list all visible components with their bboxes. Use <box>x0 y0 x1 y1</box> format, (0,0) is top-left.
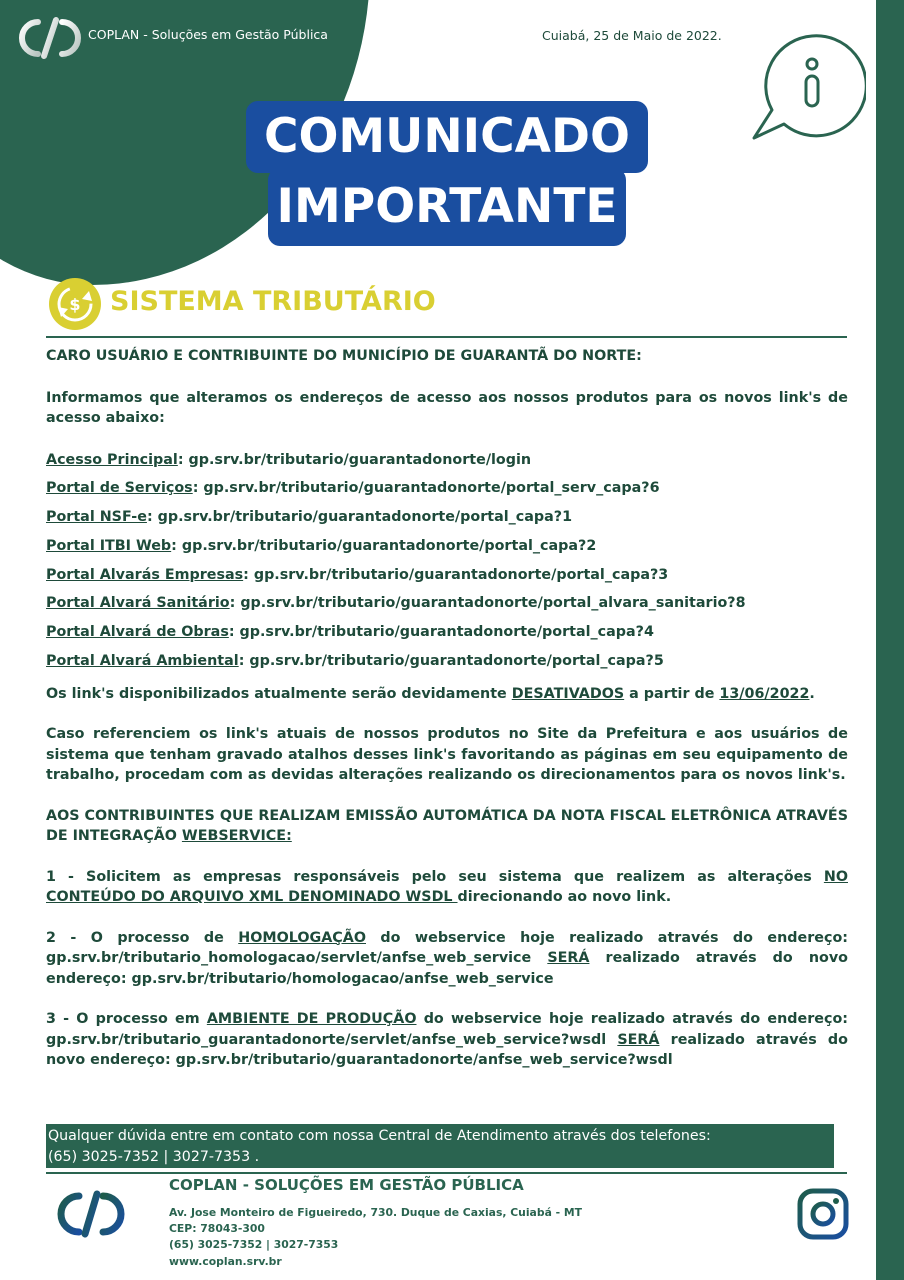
footer-phones: (65) 3025-7352 | 3027-7353 <box>169 1238 339 1252</box>
link-label[interactable]: Acesso Principal <box>46 451 178 468</box>
link-row <box>46 478 848 499</box>
right-green-bar <box>876 0 904 1280</box>
link-row <box>46 507 848 528</box>
link-label[interactable]: Portal NSF-e <box>46 509 147 526</box>
link-label[interactable]: Portal Alvará Sanitário <box>46 595 230 612</box>
document-date: Cuiabá, 25 de Maio de 2022. <box>542 28 722 43</box>
banner-line-1: COMUNICADO <box>246 101 648 173</box>
link-separator: : <box>192 480 204 497</box>
link-separator: : <box>146 509 158 526</box>
section-title: SISTEMA TRIBUTÁRIO <box>110 286 436 317</box>
link-separator: : <box>177 451 189 468</box>
link-label[interactable]: Portal de Serviços <box>46 480 193 497</box>
step-3: 3 - O processo em AMBIENTE DE PRODUÇÃO do webservice hoje realizado através do endereço: gp.srv.br/tributario_guarantadonorte/servlet/anfse_web_service?wsdl SERÁ realizado através do novo endereço: gp.srv.br/tributario/guarantadonorte/anfse_web_service?wsdl <box>46 1011 848 1069</box>
link-row <box>46 593 848 614</box>
link-row <box>46 450 848 471</box>
link-separator: : <box>238 653 250 670</box>
contact-line-1: Qualquer dúvida entre em contato com nossa Central de Atendimento através dos telefones: <box>48 1128 711 1144</box>
link-row <box>46 651 848 672</box>
deactivation-notice: Os link's disponibilizados atualmente serão devidamente DESATIVADOS a partir de 13/06/2022. <box>46 685 815 702</box>
step-1: 1 - Solicitem as empresas responsáveis pelo seu sistema que realizem as alterações NO CONTEÚDO DO ARQUIVO XML DENOMINADO WSDL direcionando ao novo link. <box>46 868 848 906</box>
banner-line-2: IMPORTANTE <box>268 168 626 246</box>
footer-cep: CEP: 78043-300 <box>169 1222 265 1236</box>
link-url[interactable]: gp.srv.br/tributario/guarantadonorte/portal_alvara_sanitario?8 <box>240 595 746 612</box>
deactivation-date: 13/06/2022 <box>719 685 810 702</box>
reference-note: Caso referenciem os link's atuais de nossos produtos no Site da Prefeitura e aos usuários de sistema que tenham gravado atalhos desses link's favoritando as páginas em seu equipamento de trabalho, procedam com as devidas alterações realizando os direcionamentos para os novos link's. <box>46 726 848 784</box>
webservice-heading: AOS CONTRIBUINTES QUE REALIZAM EMISSÃO AUTOMÁTICA DA NOTA FISCAL ELETRÔNICA ATRAVÉS DE INTEGRAÇÃO WEBSERVICE: <box>46 807 848 845</box>
link-url[interactable]: gp.srv.br/tributario/guarantadonorte/portal_capa?2 <box>181 537 597 554</box>
intro-paragraph: Informamos que alteramos os endereços de acesso aos nossos produtos para os novos link's de acesso abaixo: <box>46 389 848 426</box>
step-2: 2 - O processo de HOMOLOGAÇÃO do webservice hoje realizado através do endereço: gp.srv.br/tributario_homologacao/servlet/anfse_web_service SERÁ realizado através do novo endereço: gp.srv.br/tributario/homologacao/anfse_web_service <box>46 929 848 987</box>
link-separator: : <box>229 595 241 612</box>
footer-contact-details <box>169 1205 582 1270</box>
footer-divider <box>46 1172 847 1174</box>
coplan-logo-footer-icon <box>54 1188 128 1240</box>
contact-phones: (65) 3025-7352 | 3027-7353 . <box>48 1148 260 1165</box>
deactivated-word: DESATIVADOS <box>511 685 625 702</box>
top-divider <box>46 336 847 338</box>
link-url[interactable]: gp.srv.br/tributario/guarantadonorte/login <box>188 451 532 468</box>
greeting: CARO USUÁRIO E CONTRIBUINTE DO MUNICÍPIO DE GUARANTÃ DO NORTE: <box>46 348 642 364</box>
link-label[interactable]: Portal Alvará de Obras <box>46 624 229 641</box>
link-label[interactable]: Portal ITBI Web <box>46 537 172 554</box>
link-url[interactable]: gp.srv.br/tributario/guarantadonorte/portal_capa?1 <box>157 509 573 526</box>
link-url[interactable]: gp.srv.br/tributario/guarantadonorte/portal_capa?3 <box>253 566 669 583</box>
link-label[interactable]: Portal Alvarás Empresas <box>46 566 244 583</box>
footer-site[interactable]: www.coplan.srv.br <box>169 1254 282 1268</box>
link-separator: : <box>171 537 182 554</box>
link-row <box>46 565 848 586</box>
links-list <box>46 450 848 672</box>
link-separator: : <box>243 566 254 583</box>
instagram-icon[interactable] <box>797 1188 849 1240</box>
footer-company: COPLAN - SOLUÇÕES EM GESTÃO PÚBLICA <box>169 1176 524 1194</box>
link-label[interactable]: Portal Alvará Ambiental <box>46 653 239 670</box>
refresh-dollar-icon <box>48 277 102 331</box>
link-url[interactable]: gp.srv.br/tributario/guarantadonorte/portal_capa?5 <box>249 653 664 670</box>
link-url[interactable]: gp.srv.br/tributario/guarantadonorte/portal_capa?4 <box>239 624 654 641</box>
link-url[interactable]: gp.srv.br/tributario/guarantadonorte/portal_serv_capa?6 <box>203 480 660 497</box>
coplan-logo-icon <box>14 14 86 62</box>
info-speech-bubble-icon <box>750 30 866 146</box>
link-row <box>46 622 848 643</box>
footer-address: Av. Jose Monteiro de Figueiredo, 730. Duque de Caxias, Cuiabá - MT <box>169 1206 582 1219</box>
header-brand: COPLAN - Soluções em Gestão Pública <box>88 27 328 42</box>
link-row <box>46 536 848 557</box>
link-separator: : <box>228 624 240 641</box>
notice-body <box>46 346 848 1071</box>
contact-box <box>46 1124 834 1168</box>
svg-text:$: $ <box>69 295 81 314</box>
